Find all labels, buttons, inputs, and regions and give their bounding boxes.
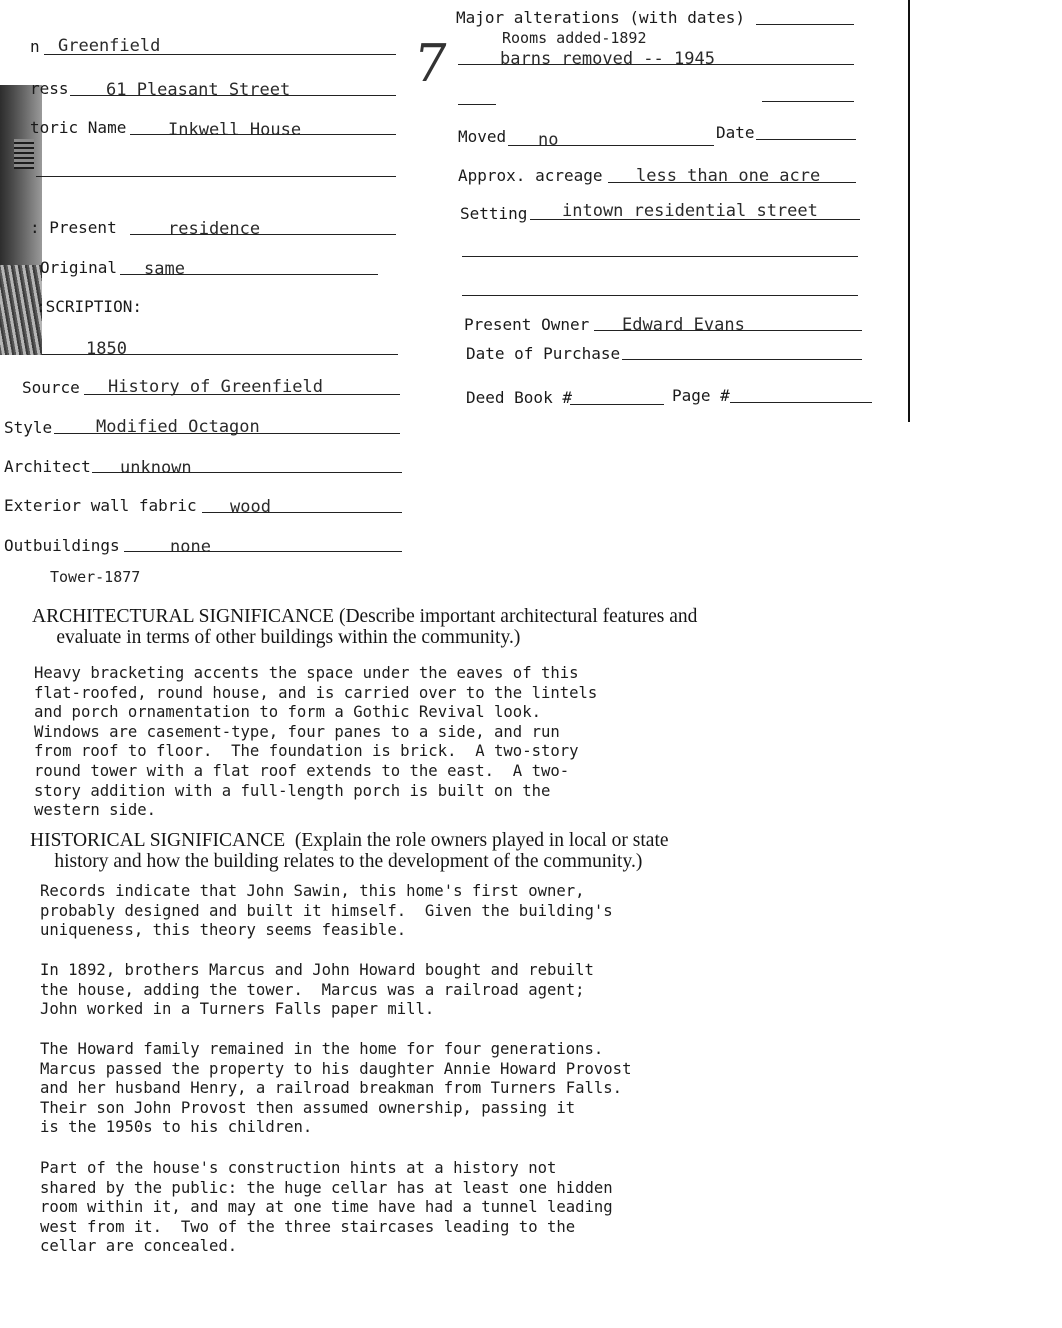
wall-fabric-value: wood [230,497,271,517]
purchase-label: Date of Purchase [466,344,621,363]
present-use-label: : Present [30,218,117,237]
owner-value: Edward Evans [622,315,745,335]
town-label: n [30,37,40,56]
alterations-extra-line-b [762,101,854,102]
outbuildings-value: none [170,537,211,557]
blank-line [36,176,396,177]
present-use-value: residence [168,219,261,239]
source-line [84,394,400,395]
setting-label: Setting [460,204,528,223]
setting-line [530,219,860,220]
rooms-added-note: Rooms added-1892 [502,29,647,47]
moved-label: Moved [458,127,507,146]
purchase-line [622,359,862,360]
architect-label: Architect [4,457,91,476]
historic-name-value: Inkwell House [168,120,302,140]
present-use-line [130,234,396,235]
setting-extra-line-2 [462,295,858,296]
page-label: Page # [672,386,730,405]
historic-name-label: toric Name [30,118,127,137]
wall-fabric-label: Exterior wall fabric [4,496,197,515]
moved-date-line [756,139,856,140]
architectural-heading: ARCHITECTURAL SIGNIFICANCE (Describe important architectural features and evaluate in terms of other buildings within the community.) [32,606,698,648]
alterations-extra-line-a [458,104,496,105]
moved-line [508,145,714,146]
address-line [70,95,396,96]
page-number: 7 [409,34,452,94]
address-value: 61 Pleasant Street [106,80,291,100]
description-label: :SCRIPTION: [36,297,142,316]
owner-line [594,330,862,331]
barns-line [458,64,854,65]
style-label: Style [4,418,53,437]
major-alterations-line [756,24,854,25]
deed-book-line [570,404,664,405]
source-value: History of Greenfield [108,377,323,397]
vent-detail [14,139,34,169]
historical-para-1: Records indicate that John Sawin, this home's first owner, probably designed and built it himself. Given the building's uniqueness, this theory seems feasible. [40,882,613,940]
setting-extra-line-1 [462,256,858,257]
town-line [44,54,396,55]
outbuildings-label: Outbuildings [4,536,120,555]
form-border [908,0,910,422]
original-use-line [120,274,378,275]
architect-line [92,472,402,473]
deed-book-label: Deed Book # [466,388,572,407]
style-line [54,433,400,434]
historical-para-3: The Howard family remained in the home for four generations. Marcus passed the property to his daughter Annie Howard Provost and her husband Henry, a railroad breakman from Turners Falls. Their son John Provost then assumed ownership, passing it is the 1950s to his children. [40,1040,632,1137]
date-line [42,354,398,355]
original-use-label: Original [40,258,118,277]
date-label: Date [716,123,755,142]
architectural-body: Heavy bracketing accents the space under the eaves of this flat-roofed, round house, and is carried over to the lintels and porch ornamentation to form a Gothic Revival look. Windows are casement-type, four panes to a side, and run from roof to floor. The foundation is brick. A two-story round tower with a flat roof extends to the east. A two- story addition with a full-length porch is built on the western side. [34,664,598,820]
acreage-line [608,182,856,183]
original-use-value: same [144,259,185,279]
town-value: Greenfield [58,36,161,56]
style-value: Modified Octagon [96,417,260,437]
source-label: Source [22,378,80,397]
moved-value: no [538,130,559,150]
historic-name-line [130,134,396,135]
historical-heading: HISTORICAL SIGNIFICANCE (Explain the role owners played in local or state history and how the building relates to the development of the community.) [30,830,669,872]
barns-value: barns removed -- 1945 [500,49,715,69]
historical-para-2: In 1892, brothers Marcus and John Howard bought and rebuilt the house, adding the tower. Marcus was a railroad agent; John worked in a Turners Falls paper mill. [40,961,594,1019]
architect-value: unknown [120,458,192,478]
tower-note: Tower-1877 [50,568,141,586]
date-value: 1850 [86,339,127,359]
address-label: ress [30,79,69,98]
outbuildings-line [124,551,402,552]
acreage-value: less than one acre [636,166,821,186]
acreage-label: Approx. acreage [458,166,603,185]
setting-value: intown residential street [562,201,818,221]
wall-fabric-line [202,512,402,513]
major-alterations-label: Major alterations (with dates) [456,8,745,27]
page-line [730,402,872,403]
owner-label: Present Owner [464,315,590,334]
historical-para-4: Part of the house's construction hints at a history not shared by the public: the huge cellar has at least one hidden room within it, and may at one time have had a tunnel leading west from it. Two of the three staircases leading to the cellar are concealed. [40,1159,613,1256]
